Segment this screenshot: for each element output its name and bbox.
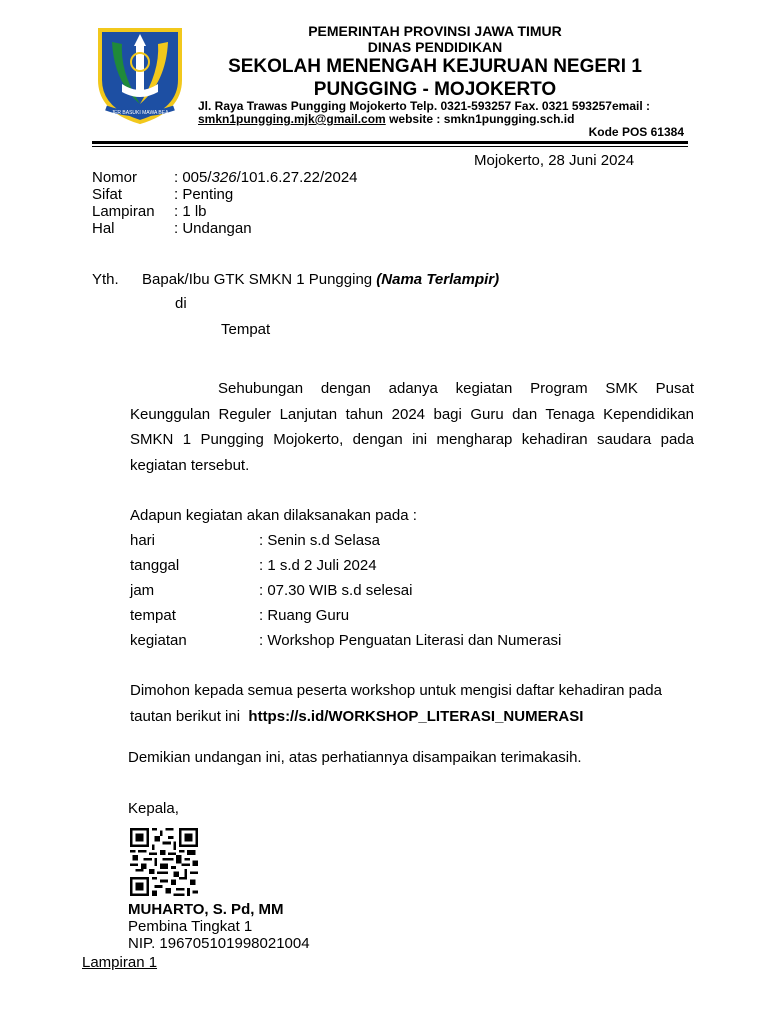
intro-line: SMKN 1 Pungging Mojokerto, dengan ini mengharap kehadiran saudara pada (130, 431, 694, 448)
meta-value-hal: : Undangan (174, 220, 252, 237)
contact-line (198, 112, 574, 126)
letterhead-divider-thin (92, 146, 688, 147)
website-text: website : smkn1pungging.sch.id (385, 112, 575, 126)
request-line: Dimohon kepada semua peserta workshop untuk mengisi daftar kehadiran pada (130, 682, 662, 699)
schedule-value: : Ruang Guru (259, 607, 350, 624)
meta-label-lampiran: Lampiran (92, 203, 155, 220)
government-name: PEMERINTAH PROVINSI JAWA TIMUR (308, 23, 562, 39)
meta-label-hal: Hal (92, 220, 115, 237)
school-address: Jl. Raya Trawas Pungging Mojokerto Telp. 0321-593257 Fax. 0321 593257email : (198, 99, 650, 113)
schedule-label: tempat (130, 607, 176, 624)
meta-value-sifat: : Penting (174, 186, 234, 203)
province-emblem-logo (92, 22, 188, 126)
signatory-name: MUHARTO, S. Pd, MM (128, 901, 284, 918)
meta-label-sifat: Sifat (92, 186, 123, 203)
meta-label-nomor: Nomor (92, 169, 138, 186)
recipient-note: (Nama Terlampir) (376, 271, 500, 288)
schedule-label: jam (130, 582, 155, 599)
meta-value-lampiran: : 1 lb (174, 203, 207, 220)
schedule-value: : 1 s.d 2 Juli 2024 (259, 557, 377, 574)
signatory-rank: Pembina Tingkat 1 (128, 918, 253, 935)
schedule-value: : Senin s.d Selasa (259, 532, 380, 549)
logo-motto: JER BASUKI MAWA BEA (111, 110, 169, 116)
recipient-yth: Yth. (92, 271, 119, 288)
schedule-value: : Workshop Penguatan Literasi dan Numerasi (259, 632, 562, 649)
signatory-nip: NIP. 196705101998021004 (128, 935, 310, 952)
school-location: PUNGGING - MOJOKERTO (313, 79, 557, 100)
schedule-value: : 07.30 WIB s.d selesai (259, 582, 413, 599)
email-link[interactable]: smkn1pungging.mjk@gmail.com (198, 112, 386, 126)
request-link-line: tautan berikut ini https://s.id/WORKSHOP_LITERASI_NUMERASI (130, 708, 584, 725)
intro-line: Sehubungan dengan adanya kegiatan Program SMK Pusat (218, 380, 694, 397)
recipient-place: Tempat (221, 321, 271, 338)
schedule-intro: Adapun kegiatan akan dilaksanakan pada : (130, 507, 417, 524)
schedule-label: kegiatan (130, 632, 187, 649)
school-name: SEKOLAH MENENGAH KEJURUAN NEGERI 1 (228, 56, 642, 77)
recipient-name: Bapak/Ibu GTK SMKN 1 Pungging (Nama Terlampir) (142, 271, 500, 288)
meta-value-nomor: : 005/326/101.6.27.22/2024 (174, 169, 358, 186)
schedule-label: tanggal (130, 557, 180, 574)
intro-paragraph (130, 376, 694, 478)
intro-line: kegiatan tersebut. (130, 456, 250, 474)
schedule-label: hari (130, 532, 156, 549)
department-name: DINAS PENDIDIKAN (367, 39, 503, 55)
letter-date: Mojokerto, 28 Juni 2024 (474, 152, 635, 169)
attachment-label: Lampiran 1 (82, 954, 158, 971)
letterhead-divider (92, 141, 688, 144)
intro-line: Keunggulan Reguler Lanjutan tahun 2024 bagi Guru dan Tenaga Kependidikan (130, 405, 694, 423)
attendance-link[interactable]: https://s.id/WORKSHOP_LITERASI_NUMERASI (248, 708, 584, 725)
recipient-di: di (175, 295, 187, 312)
signature-qr-code (130, 828, 198, 896)
closing-text: Demikian undangan ini, atas perhatiannya disampaikan terimakasih. (128, 749, 582, 766)
signature-title: Kepala, (128, 800, 179, 817)
postal-code: Kode POS 61384 (588, 125, 684, 139)
